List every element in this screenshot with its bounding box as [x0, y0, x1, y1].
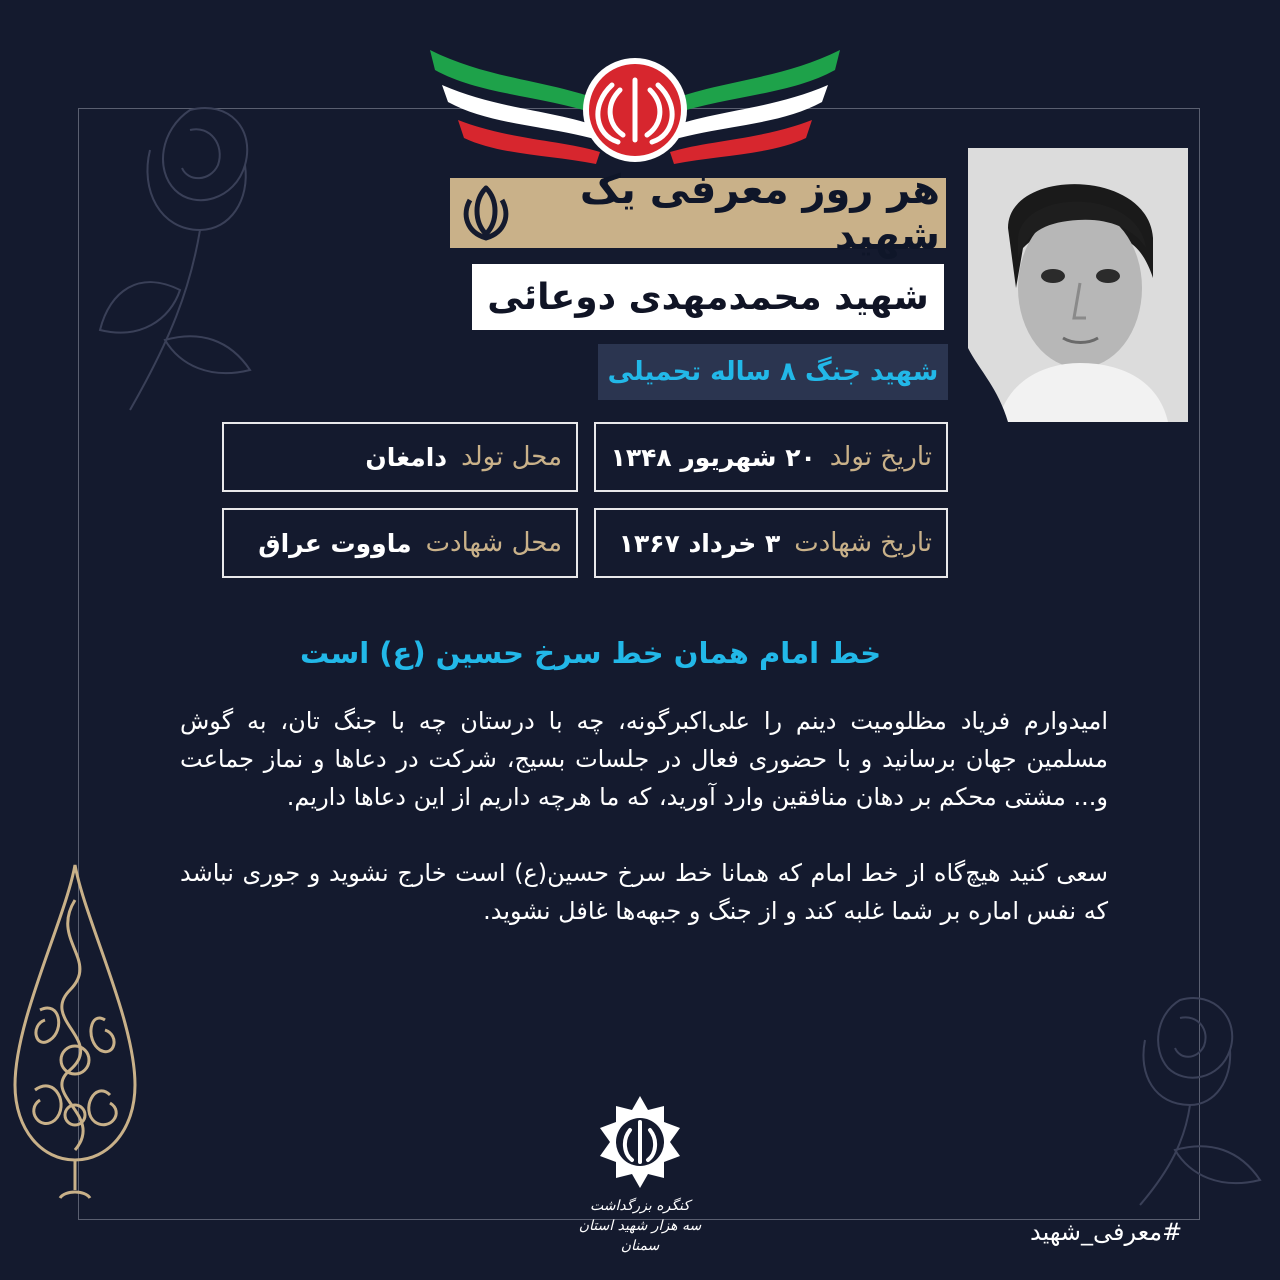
martyrdom-date-box	[594, 508, 948, 578]
martyr-photo	[968, 148, 1188, 422]
quote-title: خط امام همان خط سرخ حسین (ع) است	[300, 636, 882, 670]
birth-date-box	[594, 422, 948, 492]
quote-paragraph: سعی کنید هیچ‌گاه از خط امام که همانا خط سرخ حسین(ع) است خارج نشوید و جوری نباشد که نفس اماره بر شما غلبه کند و از جنگ و جبهه‌ها غافل نشوید.	[180, 859, 1108, 925]
rose-decoration-icon	[1100, 980, 1270, 1210]
emblem-line: سه هزار شهید استان سمنان	[578, 1218, 702, 1254]
martyrdom-place-box	[222, 508, 578, 578]
martyrdom-date-label: تاریخ شهادت	[794, 528, 932, 558]
martyr-name: شهید محمدمهدی دوعائی	[470, 262, 946, 332]
martyrdom-place-value: ماووت عراق	[258, 528, 412, 558]
hashtag: #معرفی_شهید	[1030, 1218, 1183, 1246]
emblem-caption	[560, 1196, 720, 1256]
birth-place-label: محل تولد	[461, 442, 562, 472]
martyr-subtitle: شهید جنگ ۸ ساله تحمیلی	[598, 344, 948, 400]
congress-emblem-icon	[590, 1088, 690, 1198]
quote-body	[180, 702, 1108, 968]
rose-decoration-icon	[80, 90, 280, 430]
birth-date-label: تاریخ تولد	[829, 442, 932, 472]
martyrdom-date-value: ۳ خرداد ۱۳۶۷	[618, 528, 781, 558]
page-title: هر روز معرفی یک شهید	[579, 167, 940, 259]
quote-paragraph: امیدوارم فریاد مظلومیت دینم را علی‌اکبرگونه، چه با درستان چه با جنگ تان، به گوش مسلمین جهان برسانید و با حضوری فعال در جلسات بسیج، شرکت در دعاها و نماز جماعت و... مشتی محکم بر دهان منافقین وارد آورید، که ما هرچه داریم از این دعاها داریم.	[180, 707, 1108, 811]
tulip-icon	[452, 178, 520, 248]
ornament-drop-icon	[10, 860, 140, 1205]
martyrdom-place-label: محل شهادت	[425, 528, 562, 558]
birth-place-value: دامغان	[365, 442, 448, 472]
iran-flag-emblem-icon	[430, 40, 850, 170]
birth-place-box	[222, 422, 578, 492]
birth-date-value: ۲۰ شهریور ۱۳۴۸	[610, 442, 816, 472]
emblem-line: کنگره بزرگداشت	[590, 1198, 690, 1214]
